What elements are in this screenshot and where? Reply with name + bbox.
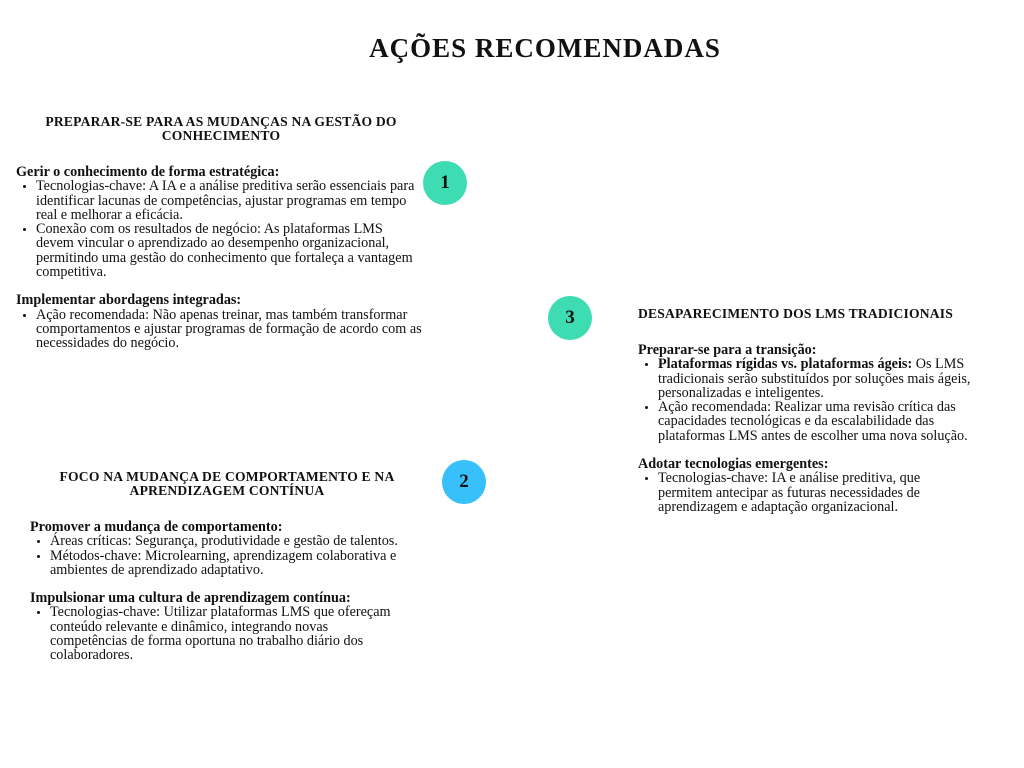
list-item: • Áreas críticas: Segurança, produtividade e gestão de talentos.	[50, 534, 402, 548]
list-item: • Conexão com os resultados de negócio: As plataformas LMS devem vincular o aprendizado ao desempenho organizacional, permitindo uma gestão do conhecimento que fortaleça a vantagem competitiva.	[36, 222, 424, 279]
list-item: • Tecnologias-chave: Utilizar plataformas LMS que ofereçam conteúdo relevante e dinâmico, integrando novas competências de forma oportuna no trabalho diário dos colaboradores.	[50, 605, 402, 662]
number-badge-1	[423, 161, 467, 205]
page-title: AÇÕES RECOMENDADAS	[369, 33, 721, 63]
list-item-text: Ação recomendada: Realizar uma revisão crítica das capacidades tecnológicas e da escalabilidade das plataformas LMS antes de escolher uma nova solução.	[658, 399, 968, 444]
list-item: • Métodos-chave: Microlearning, aprendizagem colaborativa e ambientes de aprendizado adaptativo.	[50, 549, 402, 578]
subheading: Preparar-se para a transição:	[638, 342, 817, 358]
list-item-bold-label: Plataformas rígidas vs. plataformas ágeis:	[658, 356, 913, 373]
number-badge-2	[442, 460, 486, 504]
subheading: Adotar tecnologias emergentes:	[638, 456, 829, 473]
subheading: Gerir o conhecimento de forma estratégica:	[16, 164, 280, 180]
list-item: • Tecnologias-chave: A IA e a análise preditiva serão essenciais para identificar lacunas de competências, ajustar programas em tempo real e melhorar a eficácia.	[36, 179, 424, 222]
list-item-text: Tecnologias-chave: IA e análise preditiva, que permitem antecipar as futuras necessidades de aprendizagem e adaptação organizacional.	[658, 470, 921, 515]
section-heading: PREPARAR-SE PARA AS MUDANÇAS NA GESTÃO DO CONHECIMENTO	[45, 114, 397, 143]
bullet-list	[16, 179, 424, 279]
number-badge-3	[548, 296, 592, 340]
bullet-list	[30, 534, 402, 577]
list-item	[658, 400, 974, 443]
bullet-list	[638, 471, 974, 514]
bullet-list	[638, 357, 974, 443]
bullet-list	[16, 308, 424, 351]
badge-number: 2	[459, 471, 469, 492]
badge-number: 3	[565, 307, 575, 328]
subheading: Impulsionar uma cultura de aprendizagem contínua:	[30, 590, 351, 607]
section-knowledge-management	[16, 115, 424, 351]
list-item: • Ação recomendada: Não apenas treinar, mas também transformar comportamentos e ajustar programas de formação de acordo com as necessidades do negócio.	[36, 308, 424, 351]
list-item	[658, 357, 974, 400]
section-traditional-lms	[638, 307, 974, 514]
section-heading: FOCO NA MUDANÇA DE COMPORTAMENTO E NA APRENDIZAGEM CONTÍNUA	[59, 469, 395, 498]
section-heading: DESAPARECIMENTO DOS LMS TRADICIONAIS	[638, 306, 954, 321]
section-behavior-change	[30, 470, 402, 663]
list-item-text: Os LMS tradicionais serão substituídos por soluções mais ágeis, personalizadas e inteligentes.	[658, 356, 971, 401]
bullet-list	[30, 605, 402, 662]
list-item	[658, 471, 974, 514]
subheading: Implementar abordagens integradas:	[16, 292, 242, 309]
subheading: Promover a mudança de comportamento:	[30, 519, 283, 535]
badge-number: 1	[440, 172, 450, 193]
